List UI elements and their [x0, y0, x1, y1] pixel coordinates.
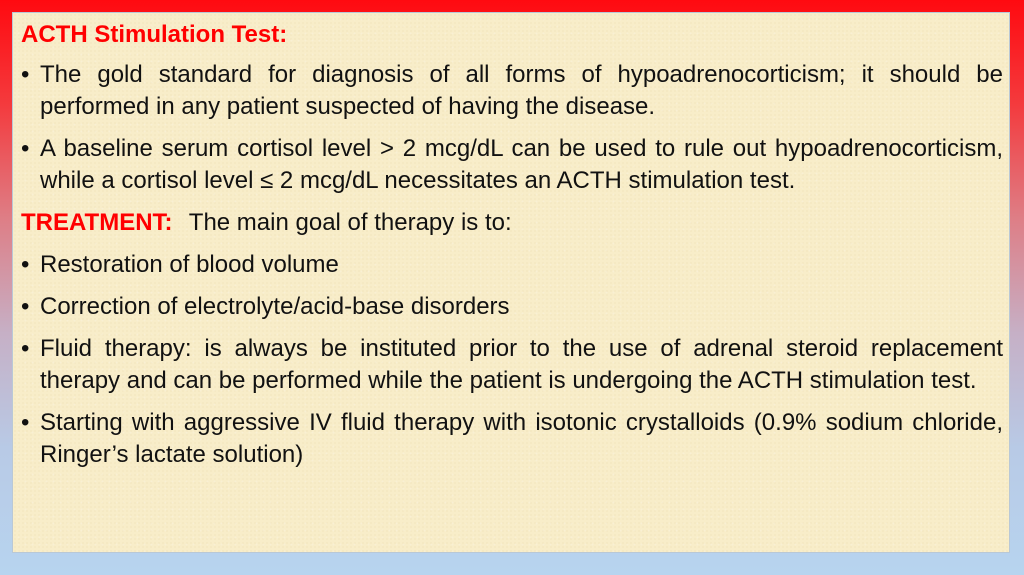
section-heading: ACTH Stimulation Test: — [21, 21, 288, 48]
treatment-line — [21, 207, 1003, 239]
bullet-item: • Restoration of blood volume — [21, 249, 1003, 281]
slide-panel — [12, 12, 1010, 553]
diagnosis-bullet-list — [21, 59, 1003, 197]
treatment-text: The main goal of therapy is to: — [188, 209, 512, 236]
bullet-item: • A baseline serum cortisol level > 2 mcg/dL can be used to rule out hypoadrenocorticism, while a cortisol level ≤ 2 mcg/dL necessitates an ACTH stimulation test. — [21, 133, 1003, 197]
treatment-bullet-list — [21, 249, 1003, 471]
bullet-item: • Starting with aggressive IV fluid therapy with isotonic crystalloids (0.9% sodium chloride, Ringer’s lactate solution) — [21, 407, 1003, 471]
bullet-item: • Correction of electrolyte/acid-base disorders — [21, 291, 1003, 323]
bullet-item: • The gold standard for diagnosis of all forms of hypoadrenocorticism; it should be performed in any patient suspected of having the disease. — [21, 59, 1003, 123]
slide-content — [21, 19, 1003, 481]
treatment-label: TREATMENT: — [21, 209, 173, 236]
bullet-item: • Fluid therapy: is always be instituted prior to the use of adrenal steroid replacement therapy and can be performed while the patient is undergoing the ACTH stimulation test. — [21, 333, 1003, 397]
